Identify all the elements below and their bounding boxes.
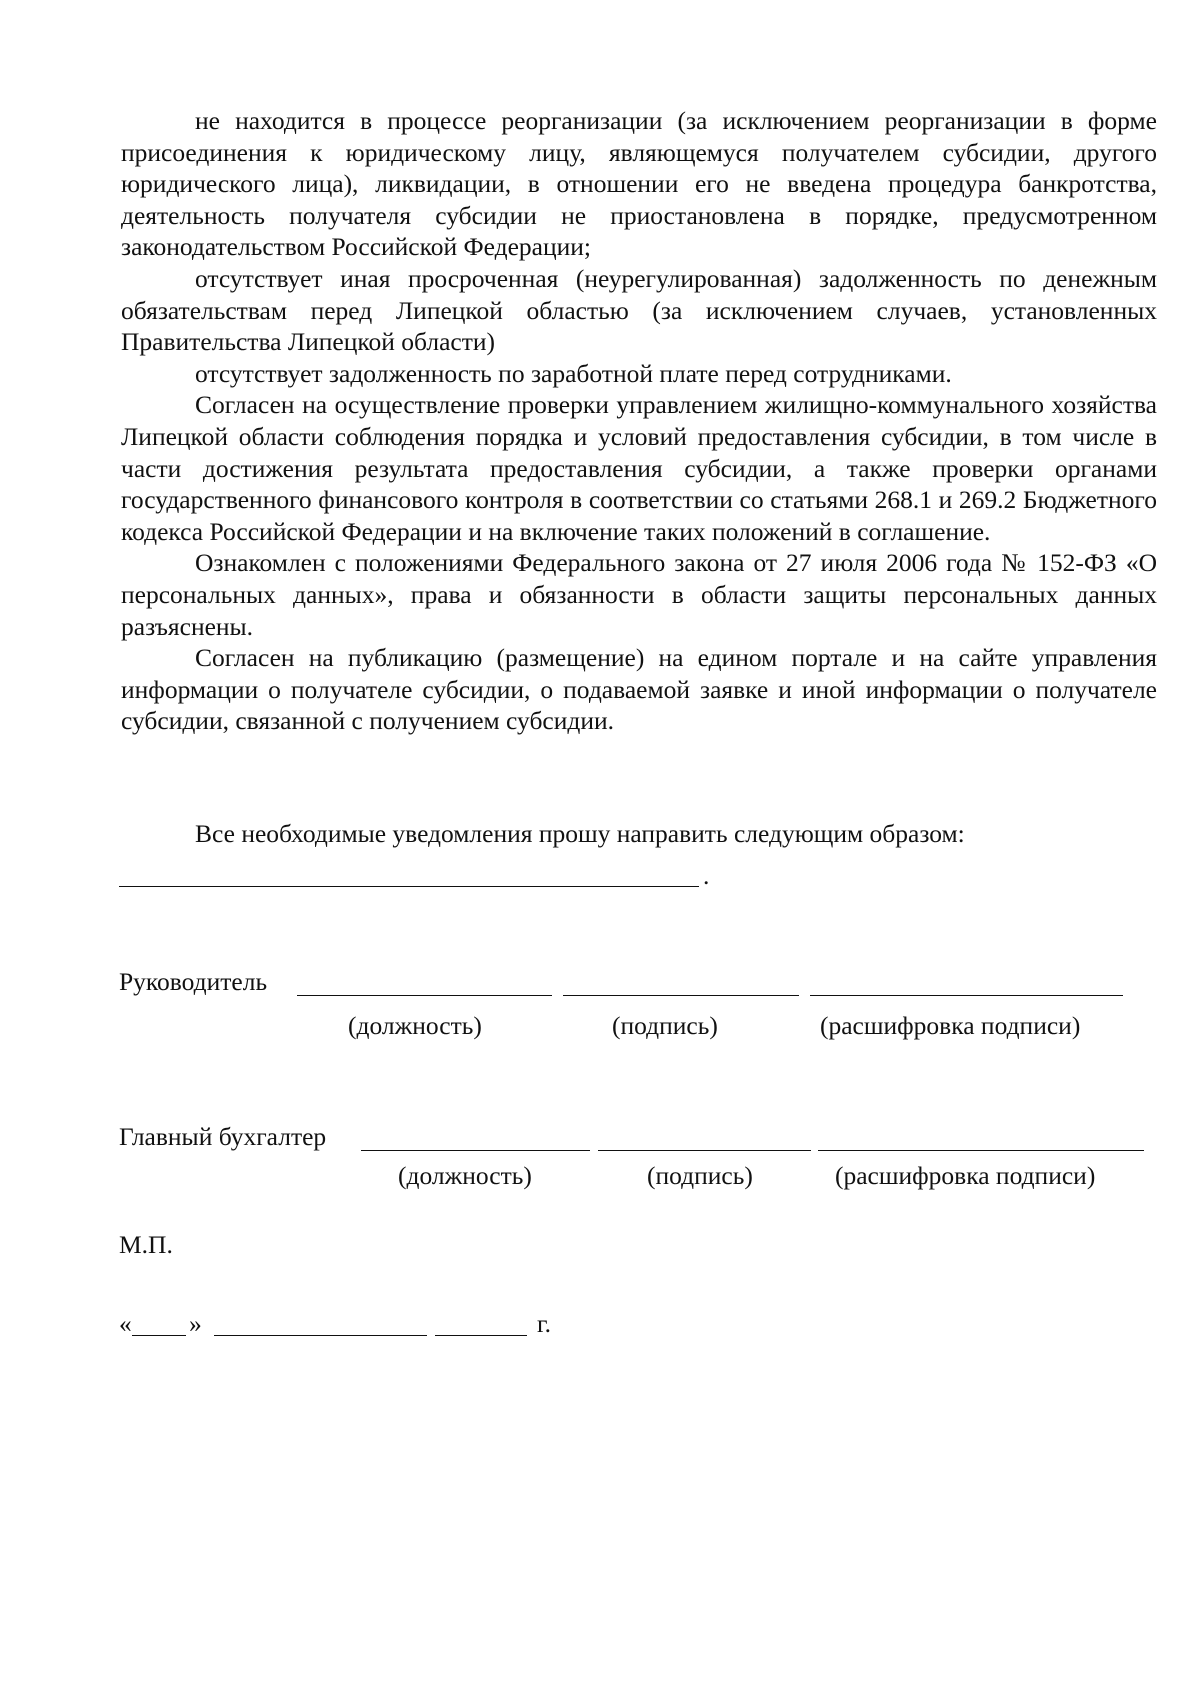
date-month-field[interactable] (214, 1335, 427, 1336)
accountant-label: Главный бухгалтер (119, 1122, 327, 1151)
accountant-decoding-field[interactable] (818, 1150, 1144, 1151)
paragraph-debt-region: отсутствует иная просроченная (неурегулированная) задолженность по денежным обязательствам перед Липецкой областью (за исключением случаев, установленных Правительства Липецкой области) (121, 263, 1157, 357)
accountant-decoding-caption: (расшифровка подписи) (835, 1161, 1096, 1190)
paragraph-reorganization: не находится в процессе реорганизации (за исключением реорганизации в форме присоединения к юридическому лицу, являющемуся получателем субсидии, другого юридического лица), ликвидации, в отношении его не введена процедура банкротства, деятельность получателя субсидии не приостановлена в порядке, предусмотренном законодательством Российской Федерации; (121, 106, 1157, 262)
paragraph-inspection-consent: Согласен на осуществление проверки управлением жилищно-коммунального хозяйства Липецкой области соблюдения порядка и условий предоставления субсидии, в том числе в части достижения результата предоставления субсидии, а также проверки органами государственного финансового контроля в соответствии со статьями 268.1 и 269.2 Бюджетного кодекса Российской Федерации и на включение таких положений в соглашение. (121, 390, 1157, 546)
date-year-suffix: г. (537, 1309, 551, 1338)
date-open-quote: « (119, 1309, 132, 1338)
accountant-signature-caption: (подпись) (647, 1161, 753, 1190)
address-end-mark: . (703, 861, 710, 890)
paragraph-personal-data: Ознакомлен с положениями Федерального закона от 27 июля 2006 года № 152-ФЗ «О персональных данных», права и обязанности в области защиты персональных данных разъяснены. (121, 548, 1157, 641)
head-decoding-caption: (расшифровка подписи) (820, 1011, 1081, 1040)
head-signature-caption: (подпись) (612, 1011, 718, 1040)
paragraph-publication-consent: Согласен на публикацию (размещение) на едином портале и на сайте управления информации о получателе субсидии, о подаваемой заявке и иной информации о получателе субсидии, связанной с получением субсидии. (121, 643, 1157, 736)
head-decoding-field[interactable] (810, 995, 1123, 996)
date-row (119, 1308, 579, 1340)
notification-request: Все необходимые уведомления прошу направить следующим образом: (195, 819, 965, 848)
date-close-quote: » (189, 1309, 202, 1338)
accountant-position-field[interactable] (361, 1150, 590, 1151)
head-label: Руководитель (119, 967, 268, 996)
paragraph-salary-debt: отсутствует задолженность по заработной плате перед сотрудниками. (195, 358, 952, 388)
head-signature-field[interactable] (563, 995, 799, 996)
date-day-field[interactable] (132, 1335, 186, 1336)
stamp-place-mark: М.П. (119, 1230, 173, 1259)
notification-address-field[interactable] (119, 886, 699, 887)
head-position-caption: (должность) (348, 1011, 482, 1040)
document-body (121, 105, 1157, 737)
accountant-signature-field[interactable] (598, 1150, 811, 1151)
head-position-field[interactable] (297, 995, 552, 996)
date-year-field[interactable] (435, 1335, 527, 1336)
accountant-position-caption: (должность) (398, 1161, 532, 1190)
